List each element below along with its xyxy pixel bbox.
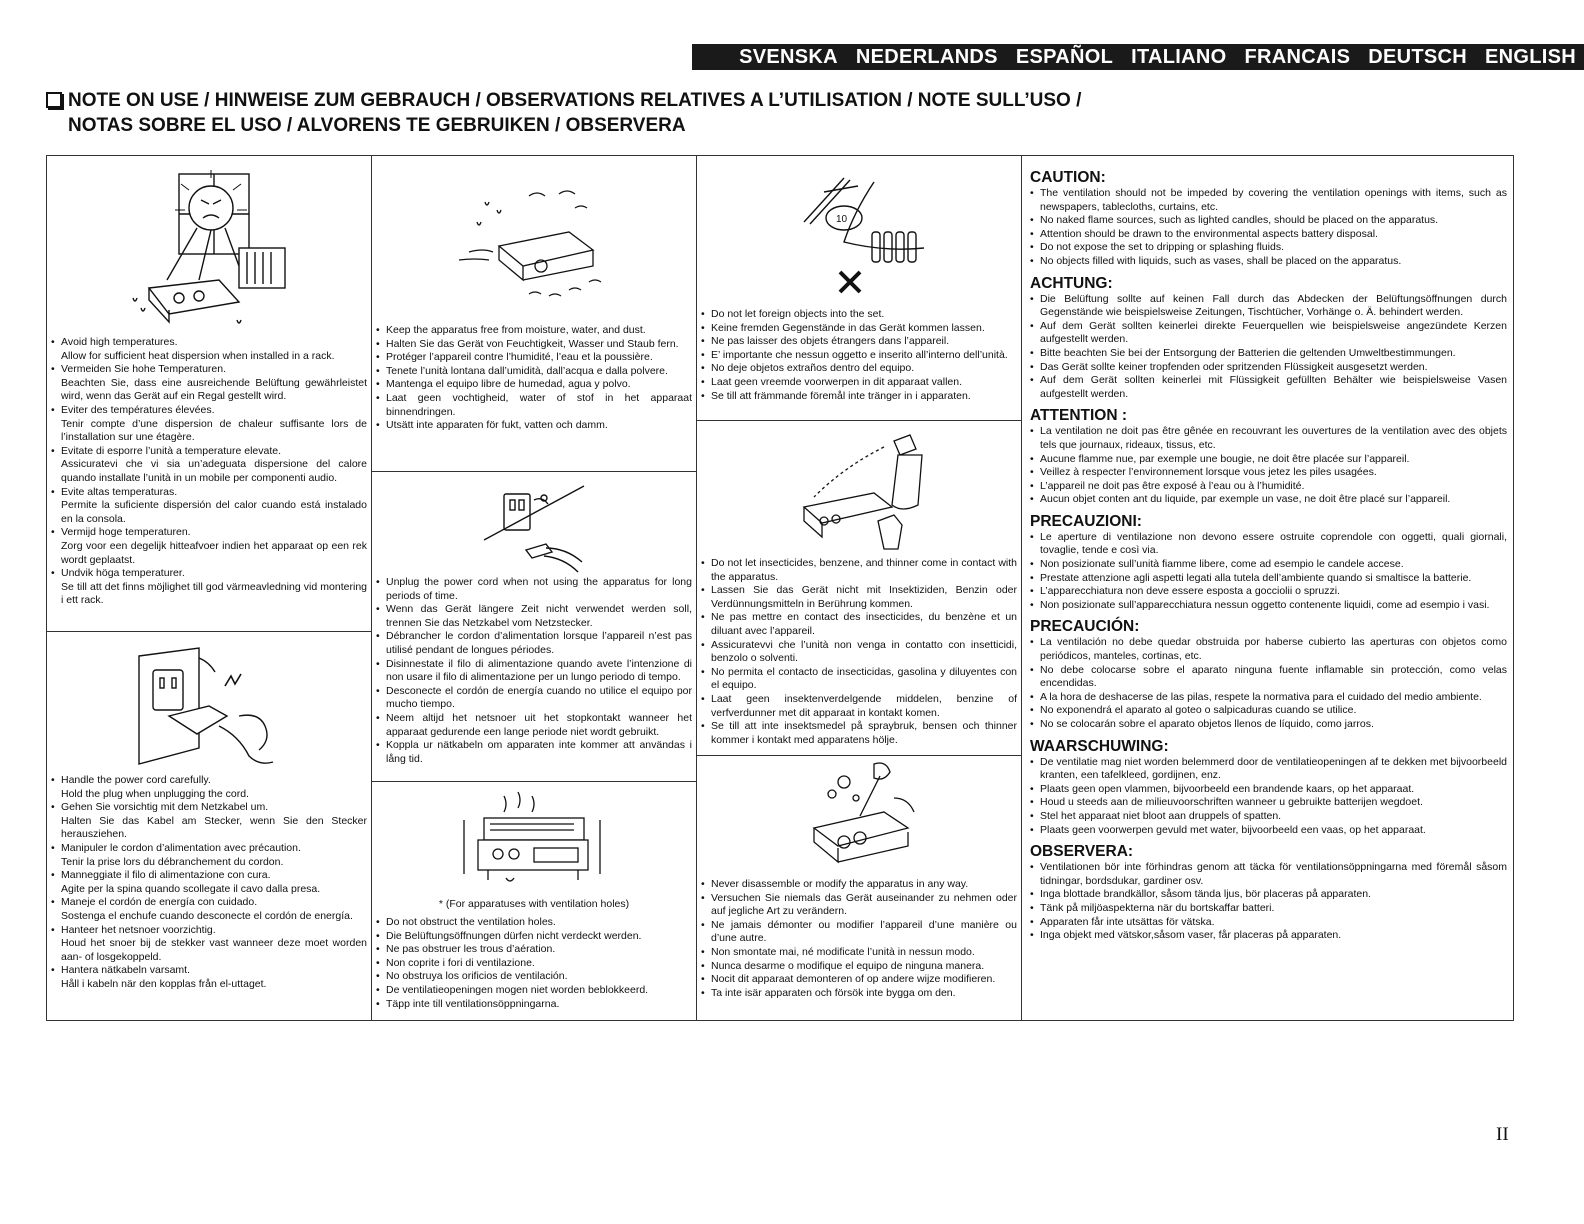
list-item: • Protéger l’appareil contre l’humidité, l’eau et la poussière. [376,351,692,365]
wall-outlet-icon [464,480,604,574]
list-item: • Ne pas mettre en contact des insecticides, du benzène et un diluant avec l’appareil. [701,611,1017,638]
moisture-illustration [372,186,696,306]
sun-heat-icon [119,170,299,330]
disassemble-list [701,878,1017,1000]
list-item: • Se till att inte insektsmedel på spraybruk, bensen och thinner kommer i kontakt med apparatens hölje. [701,720,1017,747]
screwdriver-icon [774,758,944,876]
coin-pin-icon [784,172,934,300]
temperature-list [51,336,367,608]
page-title [46,88,1346,138]
list-item: • De ventilatieopeningen mogen niet worden beblokkeerd. [376,984,692,998]
note-on-use-table [46,155,1514,1021]
list-item: • Mantenga el equipo libre de humedad, agua y polvo. [376,378,692,392]
list-item: • Houd u steeds aan de milieuvoorschriften wanneer u gebruikte batterijen wegdoet. [1030,796,1507,810]
list-item: • De ventilatie mag niet worden belemmerd door de ventilatieopeningen af te dekken met bijvoorbeeld kranten, een tafelkleed, gordijnen, enz. [1030,756,1507,783]
column-4-warnings [1022,156,1513,1020]
temperature-cell [47,156,371,632]
list-item: • Do not expose the set to dripping or splashing fluids. [1030,241,1507,255]
list-item: • Le aperture di ventilazione non devono essere ostruite coprendole con oggetti, quali giornali, tovaglie, tende e così via. [1030,531,1507,558]
title-line-2: NOTAS SOBRE EL USO / ALVORENS TE GEBRUIKEN / OBSERVERA [68,115,686,136]
list-item: • Die Belüftungsöffnungen dürfen nicht verdeckt werden. [376,930,692,944]
language-bar [692,44,1584,70]
list-item: • No exponendrá el aparato al goteo o salpicaduras cuando se utilice. [1030,704,1507,718]
list-item: • L’appareil ne doit pas être exposé à l’eau ou à l’humidité. [1030,480,1507,494]
list-item: • Non posizionate sull’unità fiamme libere, come ad esempio le candele accese. [1030,558,1507,572]
column-2 [372,156,697,1020]
foreign-objects-list [701,308,1017,403]
list-item: • La ventilación no debe quedar obstruida por haberse cubierto las aperturas con objetos como periódicos, manteles, cortinas, etc. [1030,636,1507,663]
list-item: • Se till att främmande föremål inte tränger in i apparaten. [701,390,1017,404]
list-item: • Halten Sie das Gerät von Feuchtigkeit, Wasser und Staub fern. [376,338,692,352]
ventilation-cell [372,782,696,1020]
list-item: • Do not obstruct the ventilation holes. [376,916,692,930]
moisture-list [376,324,692,433]
power-cord-illustration [47,646,371,776]
ventilation-note: * (For apparatuses with ventilation holes) [438,898,630,910]
list-item: • Undvik höga temperaturer. Se till att det finns möjlighet till god värmeavledning vid montering i ett rack. [51,567,367,608]
list-item: • Non coprite i fori di ventilazione. [376,957,692,971]
page-number: II [1496,1124,1509,1145]
list-item: • Avoid high temperatures. Allow for sufficient heat dispersion when installed in a rack. [51,336,367,363]
list-item: • Assicuratevvi che l’unità non venga in contatto con insetticidi, benzolo o solventi. [701,639,1017,666]
column-3 [697,156,1022,1020]
list-item: • Täpp inte till ventilationsöppningarna. [376,998,692,1012]
lang-espanol: ESPAÑOL [1015,45,1114,68]
list-item: • Never disassemble or modify the apparatus in any way. [701,878,1017,892]
warning-list [1030,756,1507,838]
list-item: • Plaats geen voorwerpen gevuld met water, bijvoorbeeld een vaas, op het apparaat. [1030,824,1507,838]
list-item: • Keep the apparatus free from moisture, water, and dust. [376,324,692,338]
unplug-list [376,576,692,766]
list-item: • Inga objekt med vätskor,såsom vaser, får placeras på apparaten. [1030,929,1507,943]
foreign-objects-cell [697,156,1021,421]
insecticides-cell [697,421,1021,756]
list-item: • Utsätt inte apparaten för fukt, vatten och damm. [376,419,692,433]
disassemble-illustration [697,758,1021,876]
list-item: • No debe colocarse sobre el aparato ninguna fuente inflamable sin protección, como velas encendidas. [1030,664,1507,691]
list-item: • E’ importante che nessun oggetto e inserito all’interno dell’unità. [701,349,1017,363]
list-item: • No obstruya los orificios de ventilación. [376,970,692,984]
plug-hand-icon [129,646,289,776]
list-item: • Die Belüftung sollte auf keinen Fall durch das Abdecken der Belüftungsöffnungen durch Gegenstände wie beispielsweise Zeitungen, Tischtücher, Vorhänge o. Ä. behindert werden. [1030,293,1507,320]
warning-list [1030,531,1507,613]
list-item: • Ne pas obstruer les trous d’aération. [376,943,692,957]
list-item: • Koppla ur nätkabeln om apparaten inte kommer att användas i lång tid. [376,739,692,766]
lang-italiano: ITALIANO [1131,45,1227,68]
list-item: • Vermijd hoge temperaturen. Zorg voor een degelijk hitteafvoer indien het apparaat op een rek wordt geplaatst. [51,526,367,567]
list-item: • Desconecte el cordón de energía cuando no utilice el equipo por mucho tiempo. [376,685,692,712]
warning-list [1030,425,1507,507]
unplug-illustration [372,480,696,574]
warning-list [1030,293,1507,402]
list-item: • Débrancher le cordon d’alimentation lorsque l’appareil n’est pas utilisé pendant de longues périodes. [376,630,692,657]
list-item: • No objects filled with liquids, such as vases, shall be placed on the apparatus. [1030,255,1507,269]
list-item: • Eviter des températures élevées. Tenir compte d’une dispersion de chaleur suffisante lors de l’installation sur une étagère. [51,404,367,445]
list-item: • Prestate attenzione agli aspetti legati alla tutela dell’ambiente quando si smaltisce la batterie. [1030,572,1507,586]
list-item: • No naked flame sources, such as lighted candles, should be placed on the apparatus. [1030,214,1507,228]
list-item: • Veillez à respecter l’environnement lorsque vous jetez les piles usagées. [1030,466,1507,480]
moisture-cell [372,156,696,472]
insecticides-list [701,557,1017,747]
warning-heading: ACHTUNG: [1030,274,1113,292]
lang-svenska: SVENSKA [739,45,838,68]
svg-text:10: 10 [836,214,848,225]
list-item: • Ta inte isär apparaten och försök inte bygga om den. [701,987,1017,1001]
lang-english: ENGLISH [1485,45,1576,68]
ventilation-list [376,916,692,1011]
list-item: • Lassen Sie das Gerät nicht mit Insektiziden, Benzin oder Verdünnungsmitteln in Berührung kommen. [701,584,1017,611]
list-item: • Do not let foreign objects into the set. [701,308,1017,322]
foreign-objects-illustration [697,172,1021,300]
list-item: • Tänk på miljöaspekterna när du bortskaffar batteri. [1030,902,1507,916]
list-item: • Ventilationen bör inte förhindras genom att täcka för ventilationsöppningarna med föremål såsom tidningar, bordsdukar, gardiner osv. [1030,861,1507,888]
list-item: • Ne jamais démonter ou modifier l’appareil d’une manière ou d’une autre. [701,919,1017,946]
warning-list [1030,861,1507,943]
list-item: • Nunca desarme o modifique el equipo de ninguna manera. [701,960,1017,974]
unplug-cell [372,472,696,782]
list-item: • Laat geen vreemde voorwerpen in dit apparaat vallen. [701,376,1017,390]
list-item: • Tenete l’unità lontana dall’umidità, dall’acqua e dalla polvere. [376,365,692,379]
title-line-1: NOTE ON USE / HINWEISE ZUM GEBRAUCH / OBSERVATIONS RELATIVES A L’UTILISATION / NOTE SULL’USO / [68,90,1082,111]
list-item: • Keine fremden Gegenstände in das Gerät kommen lassen. [701,322,1017,336]
list-item: • La ventilation ne doit pas être gênée en recouvrant les ouvertures de la ventilation avec des objets tels que journaux, rideaux, tissus, etc. [1030,425,1507,452]
list-item: • Wenn das Gerät längere Zeit nicht verwendet werden soll, trennen Sie das Netzkabel vom Netzstecker. [376,603,692,630]
list-item: • Non smontate mai, né modificate l’unità in nessun modo. [701,946,1017,960]
spray-can-icon [774,431,944,551]
list-item: • Bitte beachten Sie bei der Entsorgung der Batterien die geltenden Umweltbestimmungen. [1030,347,1507,361]
list-item: • Manneggiate il filo di alimentazione con cura. Agite per la spina quando scollegate il cavo dalla presa. [51,869,367,896]
list-item: • Hantera nätkabeln varsamt. Håll i kabeln när den kopplas från el-uttaget. [51,964,367,991]
lang-deutsch: DEUTSCH [1368,45,1467,68]
power-cord-list [51,774,367,992]
list-item: • Neem altijd het netsnoer uit het stopkontakt wanneer het apparaat gedurende een lange periode niet wordt gebruikt. [376,712,692,739]
warning-heading: OBSERVERA: [1030,843,1134,861]
list-item: • No permita el contacto de insecticidas, gasolina y diluyentes con el equipo. [701,666,1017,693]
ventilation-illustration [372,790,696,890]
list-item: • Hanteer het netsnoer voorzichtig. Houd het snoer bij de stekker vast wanneer deze moet worden aan- of losgekoppeld. [51,924,367,965]
water-dust-icon [449,186,619,306]
list-item: • Gehen Sie vorsichtig mit dem Netzkabel um. Halten Sie das Kabel am Stecker, wenn Sie den Stecker herausziehen. [51,801,367,842]
warning-heading: PRECAUCIÓN: [1030,618,1140,636]
list-item: • Apparaten får inte utsättas för vätska. [1030,916,1507,930]
list-item: • Aucun objet conten ant du liquide, par exemple un vase, ne doit être placé sur l’appareil. [1030,493,1507,507]
list-item: • The ventilation should not be impeded by covering the ventilation openings with items, such as newspapers, tablecloths, curtains, etc. [1030,187,1507,214]
hot-sun-illustration [47,170,371,330]
list-item: • Nocit dit apparaat demonteren of op andere wijze modifieren. [701,973,1017,987]
warning-heading: ATTENTION : [1030,407,1128,425]
warning-list [1030,636,1507,731]
list-item: • Das Gerät sollte keiner tropfenden oder spritzenden Flüssigkeit ausgesetzt werden. [1030,361,1507,375]
stacked-devices-icon [454,790,614,890]
list-item: • Versuchen Sie niemals das Gerät auseinander zu nehmen oder auf jegliche Art zu verändern. [701,892,1017,919]
disassemble-cell [697,756,1021,1020]
list-item: • Evitate di esporre l’unità a temperature elevate. Assicuratevi che vi sia un’adeguata dispersione del calore quando installate l’unità in un mobile per componenti audio. [51,445,367,486]
warning-list [1030,187,1507,269]
checkbox-bullet-icon [46,92,62,108]
list-item: • Attention should be drawn to the environmental aspects battery disposal. [1030,228,1507,242]
list-item: • Maneje el cordón de energía con cuidado. Sostenga el enchufe cuando desconecte el cordón de energía. [51,896,367,923]
list-item: • Disinnestate il filo di alimentazione quando avete l’intenzione di non usare il filo di alimentazione per un lungo periodo di tempo. [376,658,692,685]
list-item: • No se colocarán sobre el aparato objetos llenos de líquido, como jarros. [1030,718,1507,732]
power-cord-cell [47,632,371,1020]
warning-heading: WAARSCHUWING: [1030,737,1169,755]
list-item: • A la hora de deshacerse de las pilas, respete la normativa para el cuidado del medio ambiente. [1030,691,1507,705]
list-item: • Vermeiden Sie hohe Temperaturen. Beachten Sie, dass eine ausreichende Belüftung gewährleistet wird, wenn das Gerät auf ein Regal gestellt wird. [51,363,367,404]
list-item: • Do not let insecticides, benzene, and thinner come in contact with the apparatus. [701,557,1017,584]
warning-heading: CAUTION: [1030,169,1106,186]
list-item: • Inga blottade brandkällor, såsom tända ljus, bör placeras på apparaten. [1030,888,1507,902]
list-item: • Laat geen insektenverdelgende middelen, benzine of verfverdunner met dit apparaat in kontakt komen. [701,693,1017,720]
list-item: • Unplug the power cord when not using the apparatus for long periods of time. [376,576,692,603]
lang-francais: FRANCAIS [1244,45,1351,68]
list-item: • Laat geen vochtigheid, water of stof in het apparaat binnendringen. [376,392,692,419]
column-1 [47,156,372,1020]
warning-heading: PRECAUZIONI: [1030,512,1142,530]
list-item: • Auf dem Gerät sollten keinerlei direkte Feuerquellen wie beispielsweise angezündete Kerzen aufgestellt werden. [1030,320,1507,347]
list-item: • Non posizionate sull’apparecchiatura nessun oggetto contenente liquidi, come ad esempio i vasi. [1030,599,1507,613]
list-item: • Stel het apparaat niet bloot aan druppels of spatten. [1030,810,1507,824]
list-item: • Auf dem Gerät sollten keinerlei mit Flüssigkeit gefüllten Behälter wie beispielsweise Vasen aufgestellt werden. [1030,374,1507,401]
list-item: • Ne pas laisser des objets étrangers dans l’appareil. [701,335,1017,349]
insecticides-illustration [697,431,1021,551]
list-item: • Evite altas temperaturas. Permite la suficiente dispersión del calor cuando está instalado en la consola. [51,486,367,527]
warnings-list [1030,168,1507,943]
list-item: • Manipuler le cordon d’alimentation avec précaution. Tenir la prise lors du débranchement du cordon. [51,842,367,869]
list-item: • L’apparecchiatura non deve essere esposta a gocciolii o spruzzi. [1030,585,1507,599]
list-item: • Aucune flamme nue, par exemple une bougie, ne doit être placée sur l’appareil. [1030,453,1507,467]
list-item: • No deje objetos extraños dentro del equipo. [701,362,1017,376]
list-item: • Handle the power cord carefully. Hold the plug when unplugging the cord. [51,774,367,801]
lang-nederlands: NEDERLANDS [855,45,998,68]
list-item: • Plaats geen open vlammen, bijvoorbeeld een brandende kaars, op het apparaat. [1030,783,1507,797]
